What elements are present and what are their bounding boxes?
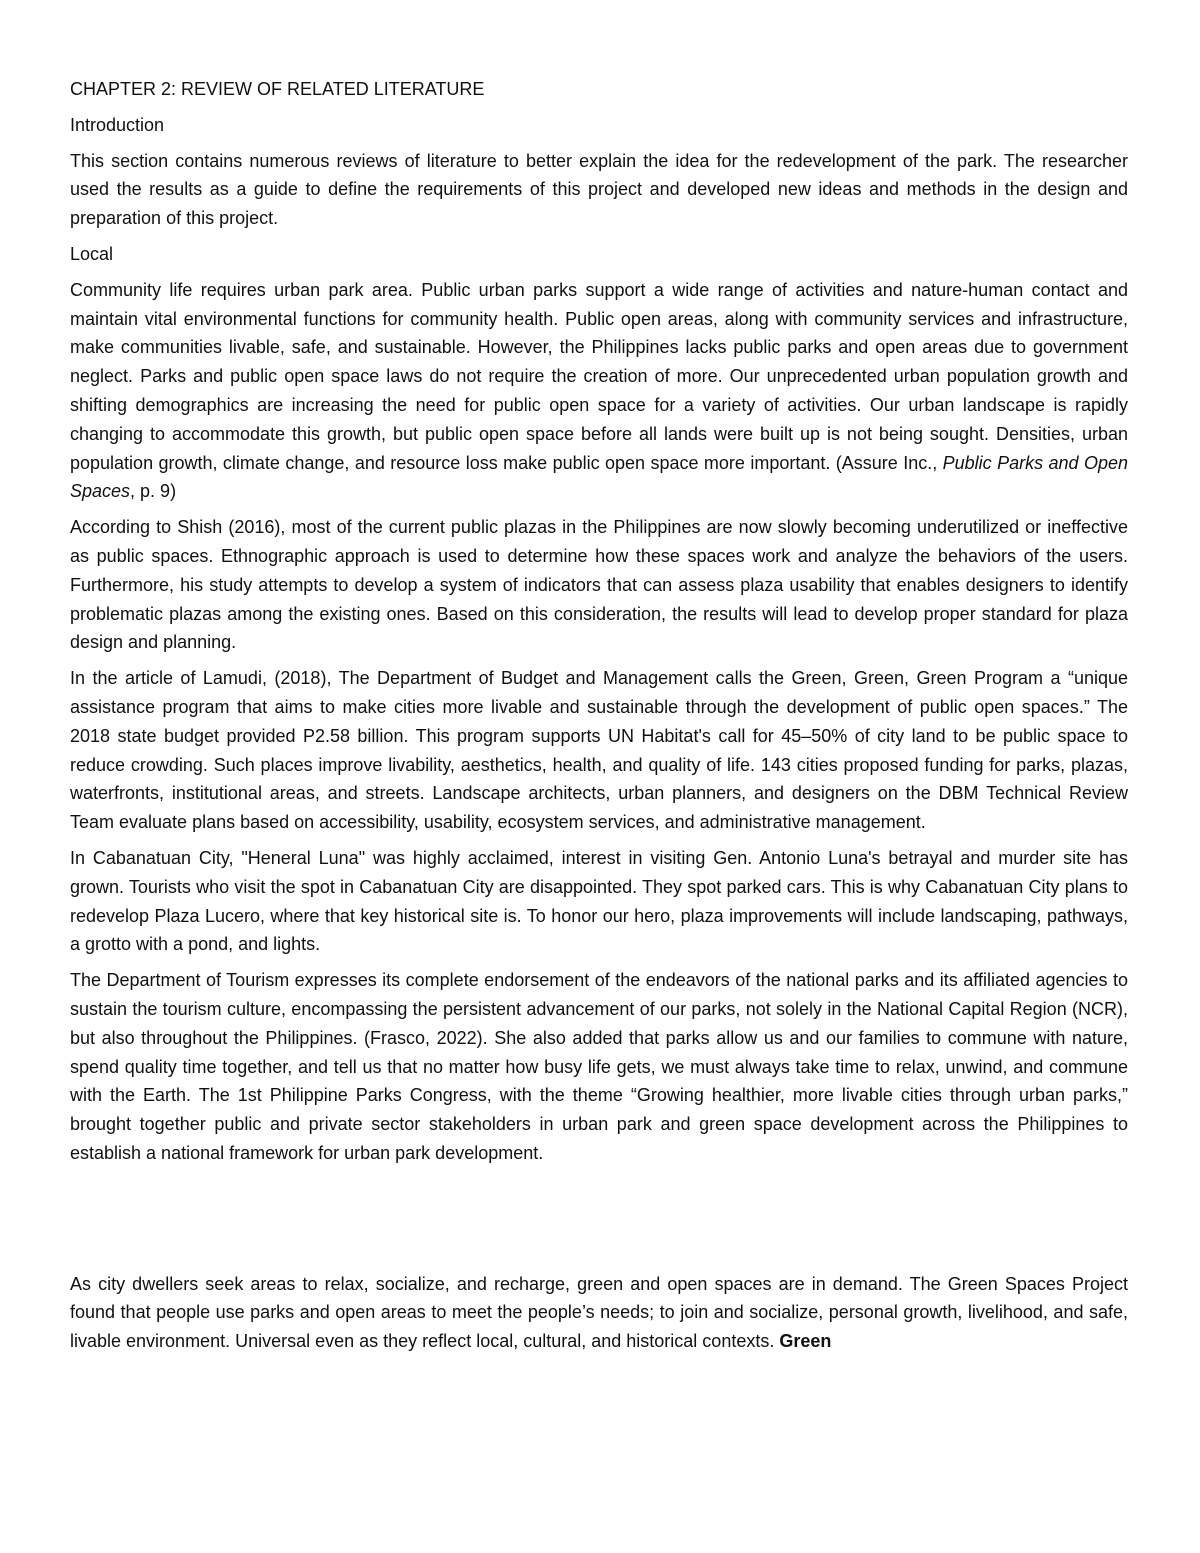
blank-space (70, 1175, 1128, 1270)
paragraph-cabanatuan-city: In Cabanatuan City, "Heneral Luna" was highly acclaimed, interest in visiting Gen. Antonio Luna's betrayal and murder site has grown. Tourists who visit the spot in Cabanatuan City are disappointed. They spot parked cars. This is why Cabanatuan City plans to redevelop Plaza Lucero, where that key historical site is. To honor our hero, plaza improvements will include landscaping, pathways, a grotto with a pond, and lights. (70, 847, 1128, 955)
intro-paragraph: This section contains numerous reviews of literature to better explain the idea for the redevelopment of the park. The researcher used the results as a guide to define the requirements of this project and developed new ideas and methods in the design and preparation of this project. (70, 150, 1128, 229)
document-page (70, 75, 1128, 1363)
paragraph-6-bold-tail: Green (779, 1331, 832, 1352)
paragraph-green-spaces (70, 1270, 1128, 1356)
citation-end: , p. 9) (130, 481, 177, 502)
introduction-heading: Introduction (70, 114, 165, 135)
paragraph-urban-park-area (70, 276, 1128, 506)
paragraph-1-text: Community life requires urban park area. Public urban parks support a wide range of activities and nature-human contact and maintain vital environmental functions for community health. Public open areas, along with community services and infrastructure, make communities livable, safe, and sustainable. However, the Philippines lacks public parks and open areas due to government neglect. Parks and public open space laws do not require the creation of more. Our unprecedented urban population growth and shifting demographics are increasing the need for public open space for a variety of activities. Our urban landscape is rapidly changing to accommodate this growth, but public open space before all lands were built up is not being sought. Densities, urban population growth, climate change, and resource loss make public open space more important. (Assure Inc., (70, 279, 1128, 473)
paragraph-shish-2016: According to Shish (2016), most of the current public plazas in the Philippines are now slowly becoming underutilized or ineffective as public spaces. Ethnographic approach is used to determine how these spaces work and analyze the behaviors of the users. Furthermore, his study attempts to develop a system of indicators that can assess plaza usability that enables designers to identify problematic plazas among the existing ones. Based on this consideration, the results will lead to develop proper standard for plaza design and planning. (70, 517, 1128, 653)
chapter-title: CHAPTER 2: REVIEW OF RELATED LITERATURE (70, 79, 485, 99)
paragraph-lamudi-2018: In the article of Lamudi, (2018), The Department of Budget and Management calls the Green, Green, Green Program a “unique assistance program that aims to make cities more livable and sustainable through the development of public open spaces.” The 2018 state budget provided P2.58 billion. This program supports UN Habitat's call for 45–50% of city land to be public space to reduce crowding. Such places improve livability, aesthetics, health, and quality of life. 143 cities proposed funding for parks, plazas, waterfronts, institutional areas, and streets. Landscape architects, urban planners, and designers on the DBM Technical Review Team evaluate plans based on accessibility, usability, ecosystem services, and administrative management. (70, 668, 1128, 833)
paragraph-department-of-tourism: The Department of Tourism expresses its complete endorsement of the endeavors of the national parks and its affiliated agencies to sustain the tourism culture, encompassing the persistent advancement of our parks, not solely in the National Capital Region (NCR), but also throughout the Philippines. (Frasco, 2022). She also added that parks allow us and our families to commune with nature, spend quality time together, and tell us that no matter how busy life gets, we must always take time to relax, unwind, and commune with the Earth. The 1st Philippine Parks Congress, with the theme “Growing healthier, more livable cities through urban parks,” brought together public and private sector stakeholders in urban park and green space development across the Philippines to establish a national framework for urban park development. (70, 970, 1128, 1163)
paragraph-6-text: As city dwellers seek areas to relax, socialize, and recharge, green and open spaces are in demand. The Green Spaces Project found that people use parks and open areas to meet the people’s needs; to join and socialize, personal growth, livelihood, and safe, livable environment. Universal even as they reflect local, cultural, and historical contexts. (70, 1273, 1128, 1352)
citation-title: Public Parks and Open Spaces (70, 452, 1129, 502)
local-heading: Local (70, 243, 114, 264)
